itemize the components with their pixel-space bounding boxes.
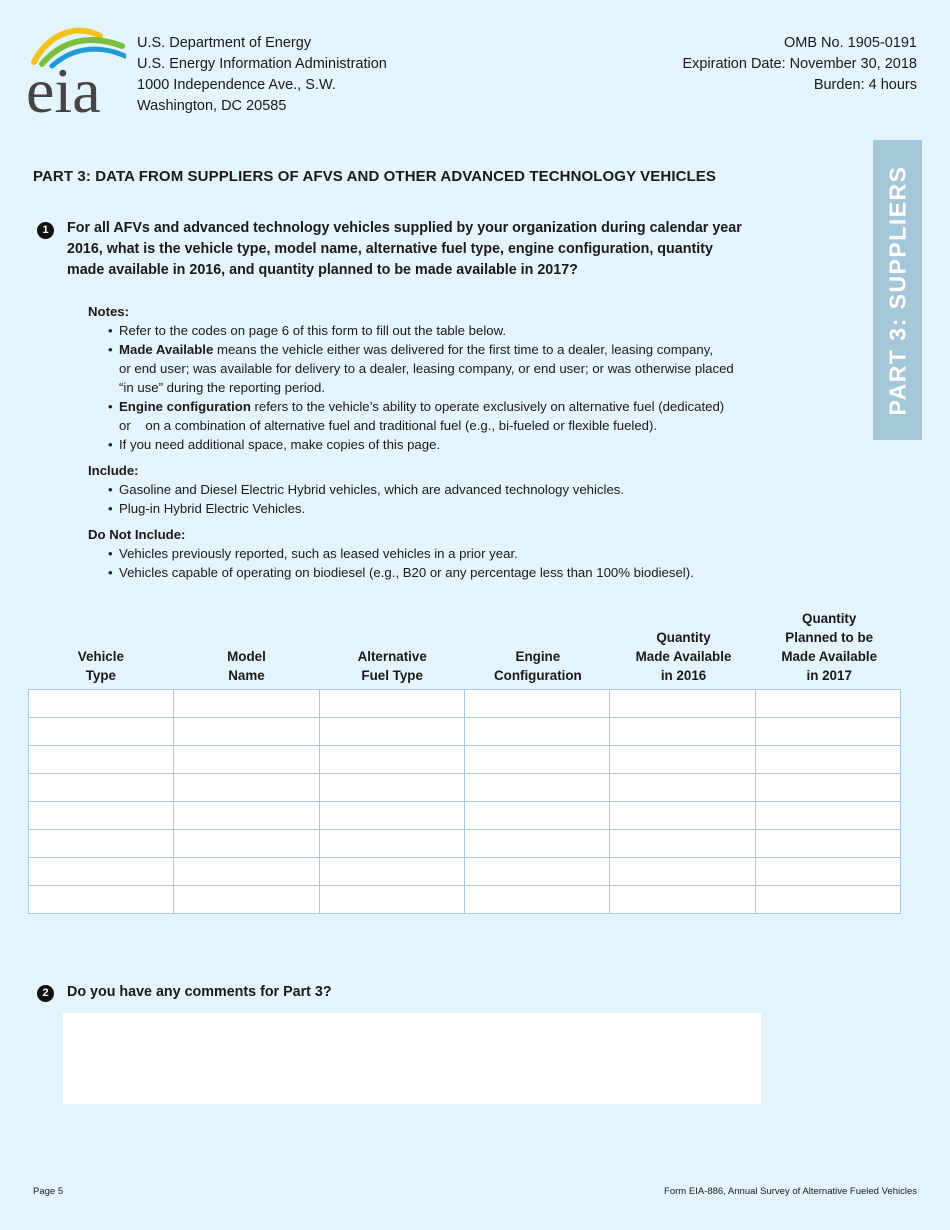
header-line: Made Available bbox=[781, 649, 878, 664]
table-cell-input[interactable] bbox=[610, 718, 755, 746]
part-title: PART 3: DATA FROM SUPPLIERS OF AFVS AND OTHER ADVANCED TECHNOLOGY VEHICLES bbox=[33, 168, 716, 185]
table-cell-input[interactable] bbox=[174, 802, 319, 830]
table-row bbox=[29, 802, 901, 830]
column-header-quantity-2017 bbox=[756, 608, 902, 688]
question-2-text: Do you have any comments for Part 3? bbox=[67, 984, 332, 1000]
table-cell-input[interactable] bbox=[29, 774, 174, 802]
exclude-list bbox=[88, 544, 808, 582]
table-cell-input[interactable] bbox=[464, 830, 609, 858]
table-cell-input[interactable] bbox=[174, 858, 319, 886]
table-cell-input[interactable] bbox=[174, 690, 319, 718]
table-cell-input[interactable] bbox=[174, 746, 319, 774]
agency-line: Washington, DC 20585 bbox=[137, 98, 287, 114]
header-line: Quantity bbox=[802, 611, 857, 626]
header-line: Made Available bbox=[635, 649, 732, 664]
table-cell-input[interactable] bbox=[174, 886, 319, 914]
side-tab bbox=[873, 140, 922, 440]
table-cell-input[interactable] bbox=[464, 802, 609, 830]
list-item: • Plug-in Hybrid Electric Vehicles. bbox=[108, 499, 808, 518]
exclude-heading: Do Not Include: bbox=[88, 527, 186, 542]
question-1-line: For all AFVs and advanced technology vehicles supplied by your organization during calendar year bbox=[67, 220, 742, 236]
table-cell-input[interactable] bbox=[174, 830, 319, 858]
header-line: in 2016 bbox=[660, 668, 707, 683]
logo-text: eia bbox=[26, 55, 101, 118]
table-row bbox=[29, 886, 901, 914]
notes-heading: Notes: bbox=[88, 304, 130, 319]
table-cell-input[interactable] bbox=[464, 690, 609, 718]
table-cell-input[interactable] bbox=[464, 774, 609, 802]
table-row bbox=[29, 858, 901, 886]
question-1-line: 2016, what is the vehicle type, model name, alternative fuel type, engine configuration, quantity bbox=[67, 241, 713, 257]
table-cell-input[interactable] bbox=[755, 718, 900, 746]
burden: Burden: 4 hours bbox=[813, 77, 917, 93]
table-row bbox=[29, 718, 901, 746]
table-cell-input[interactable] bbox=[174, 774, 319, 802]
comments-field[interactable] bbox=[63, 1013, 761, 1104]
header-line: Vehicle bbox=[77, 649, 124, 664]
question-number-1: 1 bbox=[37, 222, 54, 239]
table-cell-input[interactable] bbox=[610, 746, 755, 774]
note-text: Refer to the codes on page 6 of this form to fill out the table below. bbox=[119, 323, 507, 338]
note-text: means the vehicle either was delivered for the first time to a dealer, leasing company, bbox=[213, 342, 713, 357]
table-cell-input[interactable] bbox=[29, 690, 174, 718]
table-cell-input[interactable] bbox=[29, 718, 174, 746]
note-text: refers to the vehicle’s ability to operate exclusively on alternative fuel (dedicated) bbox=[250, 399, 725, 414]
table-cell-input[interactable] bbox=[319, 718, 464, 746]
table-cell-input[interactable] bbox=[29, 746, 174, 774]
table-cell-input[interactable] bbox=[319, 886, 464, 914]
table-cell-input[interactable] bbox=[174, 718, 319, 746]
table-cell-input[interactable] bbox=[319, 858, 464, 886]
agency-line: U.S. Energy Information Administration bbox=[137, 56, 387, 72]
table-cell-input[interactable] bbox=[610, 690, 755, 718]
expiration-date: Expiration Date: November 30, 2018 bbox=[682, 56, 917, 72]
form-name: Form EIA-886, Annual Survey of Alternative Fueled Vehicles bbox=[664, 1186, 917, 1197]
table-cell-input[interactable] bbox=[755, 886, 900, 914]
table-cell-input[interactable] bbox=[610, 830, 755, 858]
table-row bbox=[29, 746, 901, 774]
vehicle-table bbox=[28, 689, 901, 914]
list-item bbox=[108, 321, 808, 340]
list-item: • Vehicles capable of operating on biodiesel (e.g., B20 or any percentage less than 100% biodiesel). bbox=[108, 563, 808, 582]
header-line: in 2017 bbox=[806, 668, 852, 683]
list-item: • Gasoline and Diesel Electric Hybrid vehicles, which are advanced technology vehicles. bbox=[108, 480, 808, 499]
table-cell-input[interactable] bbox=[755, 690, 900, 718]
agency-address bbox=[137, 33, 387, 117]
agency-line: 1000 Independence Ave., S.W. bbox=[137, 77, 336, 93]
note-text: If you need additional space, make copies of this page. bbox=[119, 437, 441, 452]
table-cell-input[interactable] bbox=[319, 690, 464, 718]
table-row bbox=[29, 774, 901, 802]
column-header-fuel-type bbox=[319, 608, 465, 688]
question-1-line: made available in 2016, and quantity planned to be made available in 2017? bbox=[67, 262, 578, 278]
note-text: “in use” during the reporting period. bbox=[119, 380, 325, 395]
table-cell-input[interactable] bbox=[464, 858, 609, 886]
table-cell-input[interactable] bbox=[610, 774, 755, 802]
column-header-model-name bbox=[174, 608, 320, 688]
table-cell-input[interactable] bbox=[610, 886, 755, 914]
column-header-engine-configuration bbox=[465, 608, 611, 688]
instructions bbox=[88, 302, 808, 582]
notes-list bbox=[88, 321, 808, 454]
list-item bbox=[108, 435, 808, 454]
include-heading: Include: bbox=[88, 463, 139, 478]
table-cell-input[interactable] bbox=[755, 858, 900, 886]
table-row bbox=[29, 690, 901, 718]
table-cell-input[interactable] bbox=[319, 802, 464, 830]
list-item: • Vehicles previously reported, such as leased vehicles in a prior year. bbox=[108, 544, 808, 563]
table-cell-input[interactable] bbox=[610, 802, 755, 830]
table-cell-input[interactable] bbox=[610, 858, 755, 886]
header-line: Configuration bbox=[493, 668, 582, 683]
header-line: Fuel Type bbox=[361, 668, 423, 683]
agency-line: U.S. Department of Energy bbox=[137, 35, 312, 51]
header-line: Name bbox=[228, 668, 265, 683]
header-line: Type bbox=[85, 668, 116, 683]
table-cell-input[interactable] bbox=[319, 830, 464, 858]
note-term: Engine configuration bbox=[119, 399, 251, 414]
table-cell-input[interactable] bbox=[755, 830, 900, 858]
omb-number: OMB No. 1905-0191 bbox=[784, 35, 917, 51]
list-item bbox=[108, 397, 808, 435]
page-number: Page 5 bbox=[33, 1186, 64, 1197]
table-row bbox=[29, 830, 901, 858]
question-1-text bbox=[67, 218, 807, 281]
note-text: or on a combination of alternative fuel and traditional fuel (e.g., bi-fueled or flexible fueled). bbox=[119, 418, 658, 433]
header-line: Quantity bbox=[656, 630, 711, 645]
header-line: Planned to be bbox=[785, 630, 874, 645]
table-cell-input[interactable] bbox=[319, 746, 464, 774]
note-term: Made Available bbox=[119, 342, 214, 357]
column-header-vehicle-type bbox=[28, 608, 174, 688]
column-header-quantity-2016 bbox=[611, 608, 757, 688]
side-tab-label: PART 3: SUPPLIERS bbox=[884, 165, 910, 415]
note-text: or end user; was available for delivery to a dealer, leasing company, or end user; or was otherwise placed bbox=[119, 361, 734, 376]
table-cell-input[interactable] bbox=[29, 858, 174, 886]
omb-info bbox=[682, 33, 917, 96]
table-cell-input[interactable] bbox=[755, 802, 900, 830]
include-list bbox=[88, 480, 808, 518]
table-cell-input[interactable] bbox=[29, 886, 174, 914]
eia-logo bbox=[26, 26, 126, 118]
header-line: Engine bbox=[515, 649, 561, 664]
list-item bbox=[108, 340, 808, 397]
question-number-2: 2 bbox=[37, 985, 54, 1002]
table-cell-input[interactable] bbox=[464, 718, 609, 746]
table-cell-input[interactable] bbox=[29, 802, 174, 830]
table-cell-input[interactable] bbox=[464, 886, 609, 914]
table-header bbox=[28, 608, 902, 688]
header-line: Alternative bbox=[357, 649, 427, 664]
table-cell-input[interactable] bbox=[319, 774, 464, 802]
table-cell-input[interactable] bbox=[755, 746, 900, 774]
table-cell-input[interactable] bbox=[464, 746, 609, 774]
header-line: Model bbox=[227, 649, 266, 664]
table-cell-input[interactable] bbox=[29, 830, 174, 858]
table-cell-input[interactable] bbox=[755, 774, 900, 802]
